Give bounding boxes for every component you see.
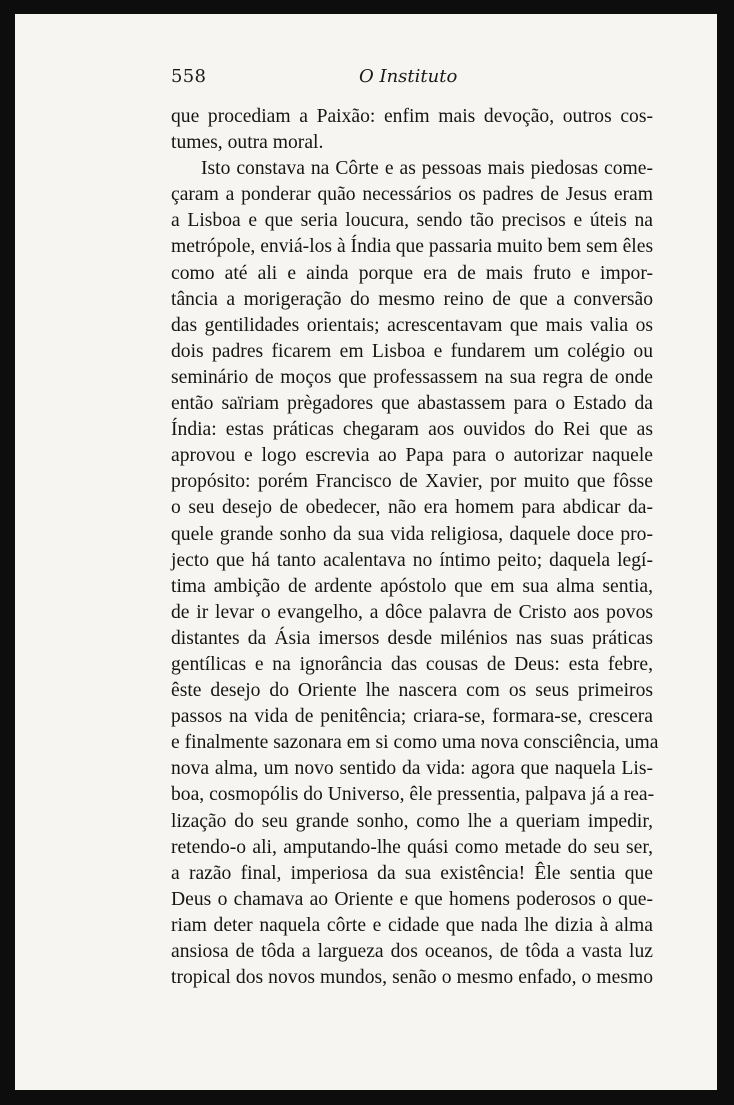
- page-header: [171, 66, 651, 90]
- text-line: e finalmente sazonara em si como uma nova consciência, uma: [171, 732, 659, 754]
- text-line: quele grande sonho da sua vida religiosa, daquele doce pro-: [171, 523, 653, 545]
- text-line: metrópole, enviá-los à Índia que passaria muito bem sem êles: [171, 236, 654, 258]
- text-line: Deus o chamava ao Oriente e que homens poderosos o que-: [171, 888, 653, 910]
- page-number: 558: [171, 66, 207, 87]
- book-page: [15, 14, 717, 1090]
- text-line: tância a morigeração do mesmo reino de que a conversão: [171, 288, 653, 310]
- text-line: riam deter naquela côrte e cidade que nada lhe dizia à alma: [171, 914, 653, 936]
- text-line: das gentilidades orientais; acrescentavam que mais valia os: [171, 314, 653, 336]
- text-line: tropical dos novos mundos, senão o mesmo enfado, o mesmo: [171, 967, 653, 989]
- text-line: çaram a ponderar quão necessários os padres de Jesus eram: [171, 184, 653, 206]
- text-line: boa, cosmopólis do Universo, êle pressentia, palpava já a rea-: [171, 784, 655, 806]
- text-line: jecto que há tanto acalentava no íntimo peito; daquela legí-: [171, 549, 653, 571]
- text-line: gentílicas e na ignorância das cousas de Deus: esta febre,: [171, 653, 653, 675]
- text-line: a razão final, imperiosa da sua existência! Êle sentia que: [171, 862, 653, 884]
- text-line: lização do seu grande sonho, como lhe a queriam impedir,: [171, 810, 653, 832]
- text-line: tima ambição de ardente apóstolo que em sua alma sentia,: [171, 575, 653, 597]
- text-line: retendo-o ali, amputando-lhe quási como metade do seu ser,: [171, 836, 653, 858]
- text-line: aprovou e logo escrevia ao Papa para o autorizar naquele: [171, 445, 653, 467]
- text-line: que procediam a Paixão: enfim mais devoção, outros cos-: [171, 106, 653, 127]
- text-line: distantes da Ásia imersos desde milénios nas suas práticas: [171, 627, 653, 649]
- text-line: seminário de moços que professassem na sua regra de onde: [171, 366, 653, 388]
- running-title: O Instituto: [359, 66, 458, 87]
- text-line: Índia: estas práticas chegaram aos ouvidos do Rei que as: [171, 419, 653, 441]
- text-line: a Lisboa e que seria loucura, sendo tão precisos e úteis na: [171, 210, 653, 232]
- text-line: ansiosa de tôda a largueza dos oceanos, de tôda a vasta luz: [171, 941, 653, 962]
- text-line: Isto constava na Côrte e as pessoas mais piedosas come-: [201, 158, 653, 180]
- text-line: propósito: porém Francisco de Xavier, por muito que fôsse: [171, 471, 653, 493]
- text-line: então saïriam prègadores que abastassem para o Estado da: [171, 393, 653, 415]
- text-line: nova alma, um novo sentido da vida: agora que naquela Lis-: [171, 758, 653, 780]
- text-line: de ir levar o evangelho, a dôce palavra de Cristo aos povos: [171, 601, 653, 623]
- text-line: como até ali e ainda porque era de mais fruto e impor-: [171, 262, 653, 284]
- text-line: dois padres ficarem em Lisboa e fundarem um colégio ou: [171, 340, 653, 362]
- body-text: [171, 104, 659, 991]
- text-line: o seu desejo de obedecer, não era homem para abdicar da-: [171, 497, 653, 519]
- text-line: tumes, outra moral.: [171, 132, 324, 154]
- text-line: êste desejo do Oriente lhe nascera com os seus primeiros: [171, 680, 653, 702]
- text-line: passos na vida de penitência; criara-se, formara-se, crescera: [171, 706, 653, 728]
